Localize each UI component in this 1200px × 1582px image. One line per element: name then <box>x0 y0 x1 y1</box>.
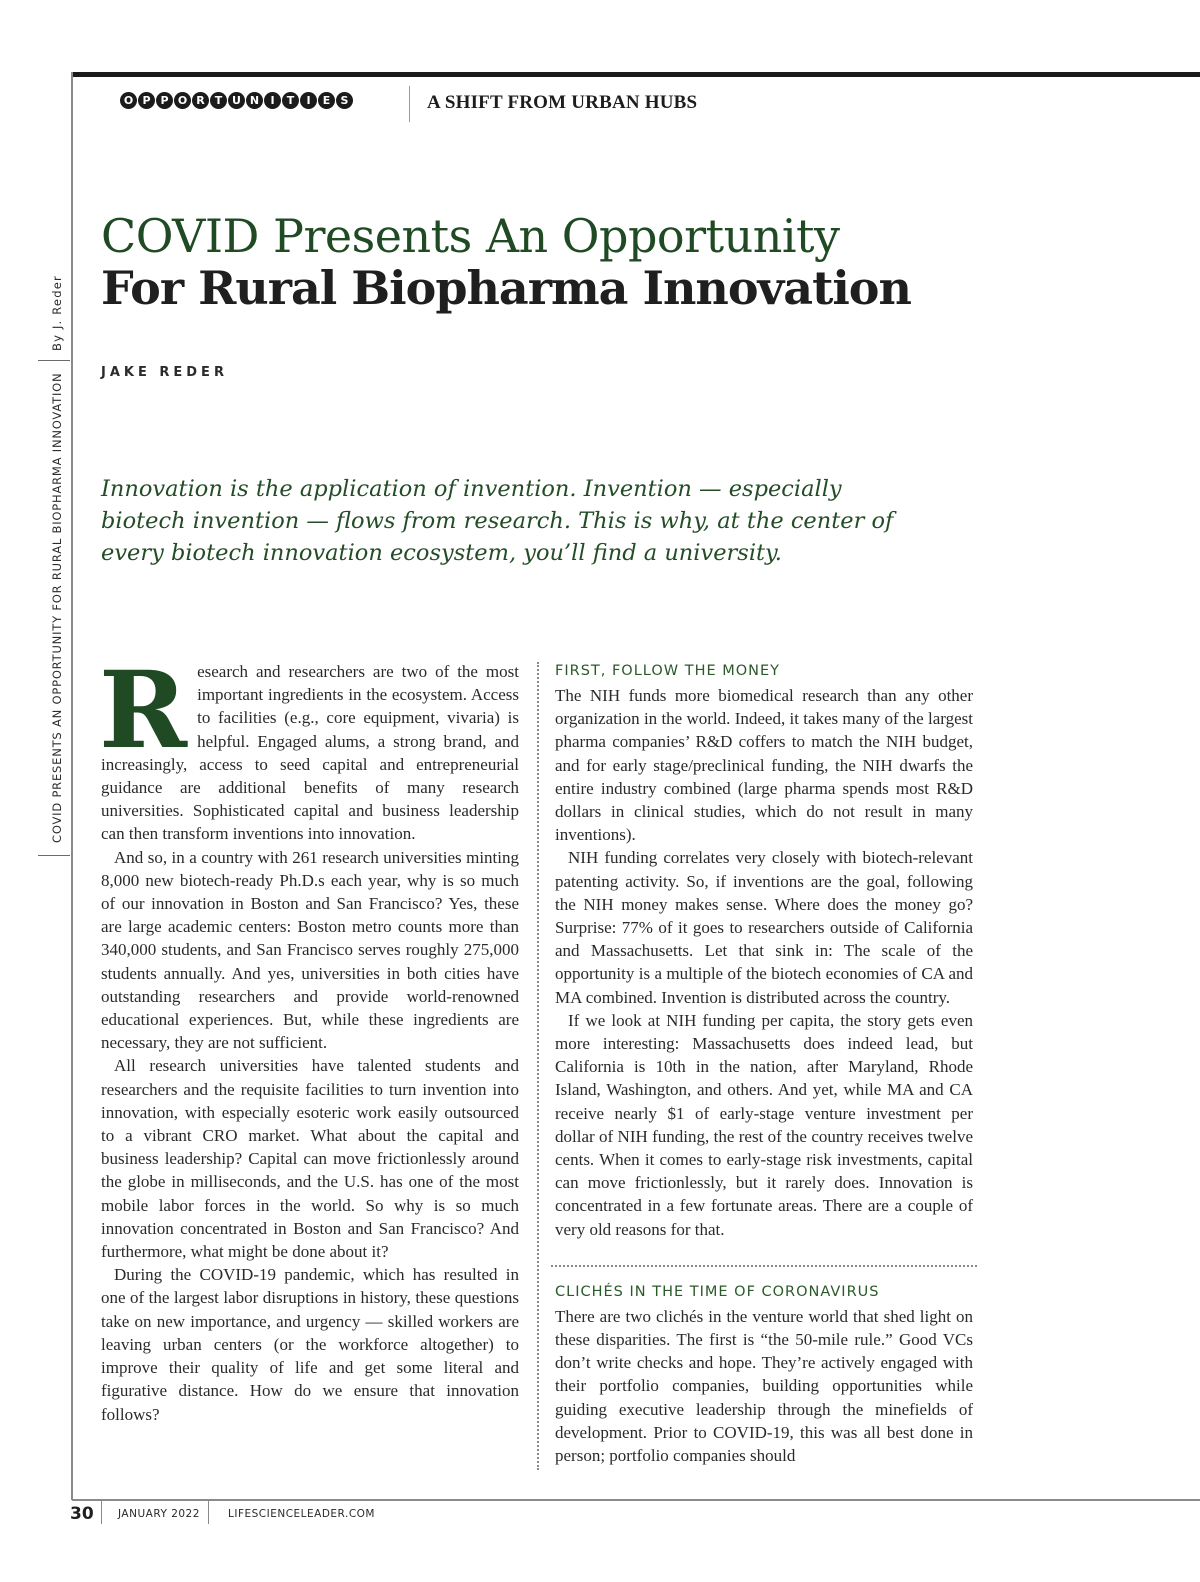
body-column-left <box>99 647 519 1426</box>
sidebar-divider <box>38 855 70 856</box>
body-paragraph: Research and researchers are two of the most important ingredients in the ecosystem. Access to facilities (e.g., core equipment, vivaria) is helpful. Engaged alums, a strong brand, and increasingly, access to seed capital and entrepreneurial guidance are additional benefits of many research universities. Sophisticated capital and business leadership can then transform inventions into innovation. <box>99 647 519 844</box>
kicker-letter: N <box>246 92 263 109</box>
section-kicker <box>120 92 353 109</box>
section-heading: A SHIFT FROM URBAN HUBS <box>427 92 698 113</box>
footer-divider <box>101 1500 102 1524</box>
author-name: JAKE REDER <box>101 365 228 380</box>
kicker-letter: T <box>282 92 299 109</box>
article-title-line2: For Rural Biopharma Innovation <box>101 261 911 315</box>
kicker-letter: P <box>138 92 155 109</box>
drop-cap: R <box>99 647 188 772</box>
page-number: 30 <box>70 1504 94 1524</box>
body-paragraph: And so, in a country with 261 research universities minting 8,000 new biotech-ready Ph.D.s each year, why is so much of our innovation in Boston and San Francisco? Yes, these are large academic centers: Boston metro counts more than 340,000 students, and San Francisco serves roughly 275,000 students annually. And yes, universities in both cities have outstanding researchers and provide world-renowned educational experiences. But, while these ingredients are necessary, they are not sufficient. <box>101 847 519 1053</box>
kicker-letter: I <box>300 92 317 109</box>
kicker-letter: R <box>192 92 209 109</box>
kicker-letter: S <box>336 92 353 109</box>
kicker-letter: O <box>174 92 191 109</box>
body-paragraph: During the COVID-19 pandemic, which has resulted in one of the largest labor disruptions in history, these questions take on new importance, and urgency — skilled workers are leaving urban centers (or the workforce altogether) to improve their quality of life and get some literal and figurative distance. How do we ensure that innovation follows? <box>101 1265 519 1424</box>
sidebar-byline: By J. Reder <box>50 275 64 351</box>
subhead: FIRST, FOLLOW THE MONEY <box>555 663 781 679</box>
issue-date: JANUARY 2022 <box>118 1508 200 1520</box>
kicker-letter: E <box>318 92 335 109</box>
kicker-letter: P <box>156 92 173 109</box>
body-paragraph: If we look at NIH funding per capita, the story gets even more interesting: Massachusetts does indeed lead, but California is 10th in the nation, after Maryland, Rhode Island, Washington, and others. And yet, while MA and CA receive nearly $1 of early-stage venture investment per dollar of NIH funding, the rest of the country receives twelve cents. When it comes to early-stage risk investments, capital can move frictionlessly, but it rarely does. Innovation is concentrated in a few fortunate areas. There are a couple of very old reasons for that. <box>555 1010 973 1239</box>
top-rule <box>72 72 1200 77</box>
body-column-right <box>555 660 973 1467</box>
body-paragraph: The NIH funds more biomedical research than any other organization in the world. Indeed, it takes many of the largest pharma companies’ R&D coffers to match the NIH budget, and for early stage/preclinical funding, the NIH dwarfs the entire industry combined (large pharma spends most R&D dollars in clinical studies, which do not result in many inventions). <box>555 686 973 845</box>
kicker-letter: U <box>228 92 245 109</box>
section-divider <box>551 1241 977 1267</box>
article-title-line1: COVID Presents An Opportunity <box>101 209 840 263</box>
kicker-letter: O <box>120 92 137 109</box>
kicker-letter: I <box>264 92 281 109</box>
publication-website: LIFESCIENCELEADER.COM <box>228 1508 375 1520</box>
bottom-rule <box>72 1499 1200 1501</box>
footer-divider <box>208 1500 209 1524</box>
subhead: CLICHÉS IN THE TIME OF CORONAVIRUS <box>555 1283 880 1300</box>
body-paragraph: NIH funding correlates very closely with biotech-relevant patenting activity. So, if inventions are the goal, following the NIH money makes sense. Where does the money go? Surprise: 77% of it goes to researchers outside of California and Massachusetts. Let that sink in: The scale of the opportunity is a multiple of the biotech economies of CA and MA combined. Invention is distributed across the country. <box>555 848 973 1007</box>
article-title <box>101 210 911 314</box>
sidebar-running-title: COVID PRESENTS AN OPPORTUNITY FOR RURAL BIOPHARMA INNOVATION <box>50 372 64 843</box>
column-divider <box>537 662 539 1470</box>
body-paragraph: All research universities have talented students and researchers and the requisite facilities to turn invention into innovation, with especially esoteric work easily outsourced to a vibrant CRO market. What about the capital and business leadership? Capital can move frictionlessly around the globe in milliseconds, and the U.S. has one of the most mobile labor forces in the world. So why is so much innovation concentrated in Boston and San Francisco? And furthermore, what might be done about it? <box>101 1056 519 1262</box>
article-deck: Innovation is the application of invention. Invention — especially biotech invention — flows from research. This is why, at the center of every biotech innovation ecosystem, you’ll find a university. <box>101 476 894 566</box>
sidebar-divider <box>38 360 70 361</box>
left-margin-rule <box>71 72 73 1500</box>
kicker-divider <box>409 86 410 122</box>
kicker-letter: T <box>210 92 227 109</box>
body-paragraph: There are two clichés in the venture world that shed light on these disparities. The first is “the 50-mile rule.” Good VCs don’t write checks and hope. They’re actively engaged with their portfolio companies, building opportunities while guiding executive leadership through the minefields of development. Prior to COVID-19, this was all best done in person; portfolio companies should <box>555 1306 973 1466</box>
